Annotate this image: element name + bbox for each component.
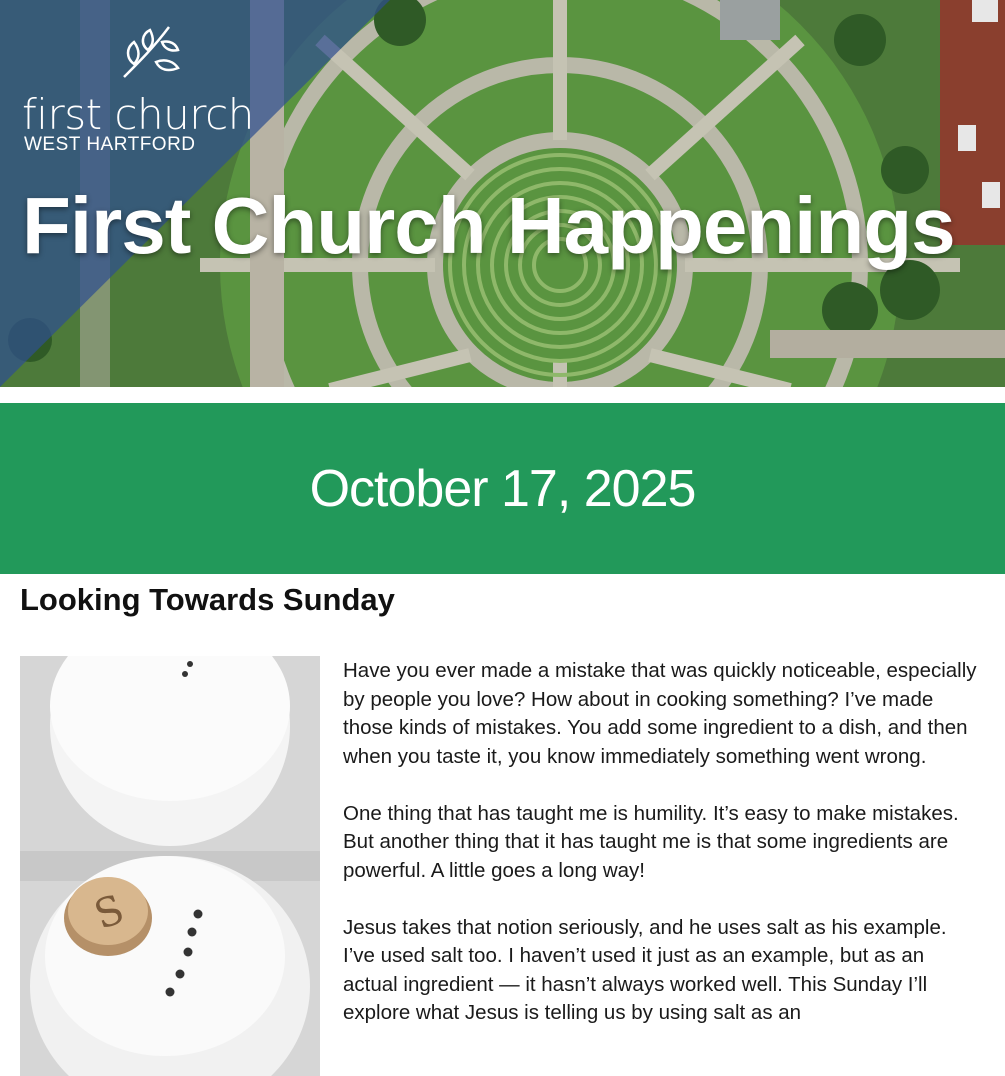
- paragraph: One thing that has taught me is humility. It’s easy to make mistakes. But another thing that it has taught me is that some ingredients are powerful. A little goes a long way!: [343, 801, 959, 882]
- paragraph: Have you ever made a mistake that was quickly noticeable, especially by people you love? How about in cooking something? I’ve made those kinds of mistakes. You add some ingredient to a dish, and then when you taste it, you know immediately something went wrong.: [343, 659, 977, 768]
- logo-name: first church: [22, 90, 254, 139]
- divider: [0, 387, 1005, 403]
- article-text: [343, 657, 983, 1056]
- salt-shakers-image: [20, 656, 320, 1076]
- date-banner: [0, 403, 1005, 574]
- paragraph: Jesus takes that notion seriously, and he uses salt as his example. I’ve used salt too. I haven’t used it just as an example, but as an actual ingredient — it hasn’t always worked well. This Sunday I’ll explore what Jesus is telling us by using salt as an: [343, 915, 947, 1024]
- header-banner: [0, 0, 1005, 387]
- issue-date: October 17, 2025: [309, 459, 696, 518]
- newsletter-title: First Church Happenings: [22, 181, 955, 270]
- logo-subtitle: WEST HARTFORD: [24, 134, 196, 155]
- section-title: Looking Towards Sunday: [20, 582, 395, 617]
- leaf-branch-icon: [114, 22, 184, 82]
- svg-text:S: S: [88, 886, 131, 939]
